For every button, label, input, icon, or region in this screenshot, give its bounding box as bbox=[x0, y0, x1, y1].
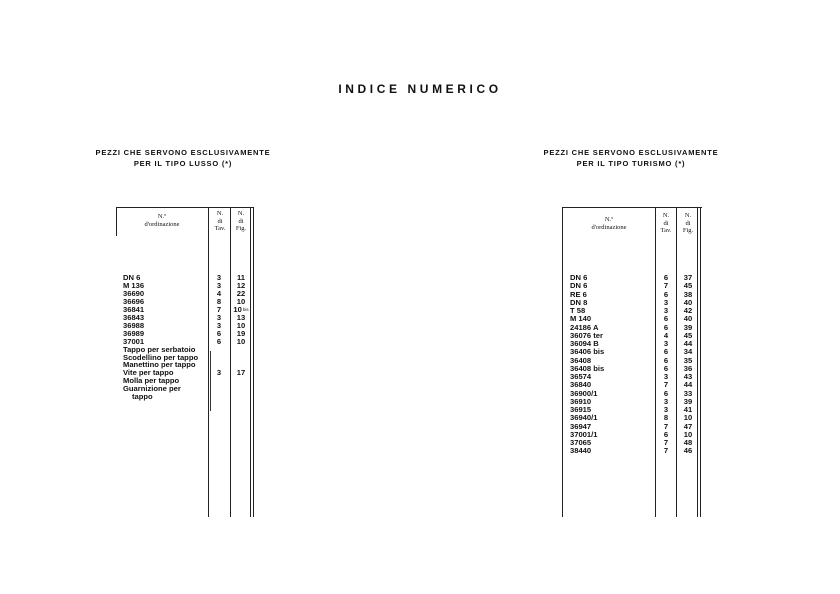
table-row-fig-value: 41 bbox=[683, 405, 693, 414]
table-row-fig-value: 42 bbox=[683, 306, 693, 315]
table-row-code: T 58 bbox=[570, 306, 586, 315]
right-header-tav: N. di Tav. bbox=[660, 212, 672, 234]
table-row-fig-value: 17 bbox=[236, 368, 246, 378]
table-row-code: Molla per tappo bbox=[123, 376, 180, 386]
table-row-fig-value: 38 bbox=[683, 289, 693, 299]
table-row-fig-value: 39 bbox=[683, 322, 693, 332]
table-row-code: DN 6 bbox=[570, 281, 588, 291]
table-row-code: 36900/1 bbox=[570, 388, 598, 398]
table-row-code: Vite per tappo bbox=[123, 368, 174, 378]
table-row-code: 36840 bbox=[570, 380, 592, 390]
table-row-fig-value: 45 bbox=[683, 281, 693, 291]
table-row-tav: 7 bbox=[663, 380, 669, 390]
table-row-tav: 6 bbox=[663, 322, 669, 332]
table-row-code: 38440 bbox=[570, 446, 592, 456]
table-row-tav: 3 bbox=[216, 273, 222, 282]
table-row-code: 36406 bis bbox=[570, 347, 605, 357]
table-row-code: 36408 bis bbox=[570, 363, 605, 373]
table-row-code: 36915 bbox=[570, 405, 592, 414]
table-row-tav: 3 bbox=[216, 320, 222, 330]
table-row-fig bbox=[230, 369, 252, 378]
table-row-code: 36076 ter bbox=[570, 330, 603, 340]
table-row-code: 24186 A bbox=[570, 322, 599, 332]
left-group-bracket bbox=[210, 351, 211, 411]
table-row-tav: 8 bbox=[663, 413, 669, 423]
table-row-tav: 4 bbox=[216, 288, 222, 298]
right-header-fig: N. di Fig. bbox=[682, 212, 694, 234]
table-row-code: RE 6 bbox=[570, 289, 587, 299]
table-row-fig-value: 36 bbox=[683, 363, 693, 373]
table-row-code: 36988 bbox=[123, 320, 145, 330]
table-row-tav: 7 bbox=[663, 281, 669, 291]
table-row-code: M 136 bbox=[123, 280, 145, 290]
table-row-code: 36910 bbox=[570, 396, 592, 406]
table-row-tav: 3 bbox=[216, 280, 222, 290]
table-row-fig-value: 10 bbox=[236, 320, 246, 330]
table-row-fig-value: 35 bbox=[683, 355, 693, 365]
table-row-code: 36574 bbox=[570, 372, 592, 381]
table-row-tav: 3 bbox=[663, 372, 669, 381]
page-title: INDICE NUMERICO bbox=[338, 82, 502, 96]
table-row-fig-value: 46 bbox=[683, 446, 693, 456]
table-row-tav: 3 bbox=[663, 396, 669, 406]
left-table-border-right-2 bbox=[253, 207, 254, 517]
table-row-code: 36094 B bbox=[570, 339, 599, 348]
table-row-code: 36843 bbox=[123, 312, 145, 322]
table-row-code: M 140 bbox=[570, 314, 592, 324]
table-row-fig-suffix: bis bbox=[242, 306, 249, 312]
table-row-tav: 3 bbox=[663, 306, 669, 315]
table-row-code: Manettino per tappo bbox=[123, 360, 196, 370]
right-table-border-left bbox=[562, 207, 563, 517]
table-row-tav: 7 bbox=[663, 438, 669, 447]
table-row-code: 36696 bbox=[123, 296, 145, 306]
table-row-fig-value: 44 bbox=[683, 339, 693, 348]
table-row-code: 37065 bbox=[570, 438, 592, 447]
right-table-border-right-2 bbox=[700, 207, 701, 517]
table-row-fig-value: 39 bbox=[683, 396, 693, 406]
right-table-header-rule bbox=[562, 207, 702, 208]
table-row-tav: 7 bbox=[663, 421, 669, 431]
table-row-code: 37001 bbox=[123, 336, 145, 346]
table-row-fig-value: 45 bbox=[683, 330, 693, 340]
table-row-fig-value: 33 bbox=[683, 388, 693, 398]
left-table-border-right bbox=[250, 207, 251, 517]
right-header-order: N.º d'ordinazione bbox=[591, 216, 627, 231]
left-table-header-rule bbox=[116, 207, 253, 208]
table-row-tav: 6 bbox=[663, 363, 669, 373]
table-row-fig-value: 12 bbox=[236, 280, 246, 290]
table-row-tav: 6 bbox=[663, 355, 669, 365]
table-row-fig-value: 37 bbox=[683, 273, 693, 282]
left-heading-line2: PER IL TIPO LUSSO (*) bbox=[133, 159, 233, 168]
table-row-fig-value: 10 bbox=[683, 429, 693, 439]
table-row-code: 36841 bbox=[123, 304, 145, 314]
table-row-fig-value: 13 bbox=[236, 312, 246, 322]
right-heading-line1: PEZZI CHE SERVONO ESCLUSIVAMENTE bbox=[543, 148, 719, 157]
table-row-fig-value: 10 bbox=[233, 304, 242, 314]
table-row-tav: 3 bbox=[663, 297, 669, 307]
table-row-code: tappo bbox=[132, 392, 153, 402]
left-heading-line1: PEZZI CHE SERVONO ESCLUSIVAMENTE bbox=[95, 148, 271, 157]
table-row-fig-value: 11 bbox=[236, 273, 246, 282]
table-row-code: 36947 bbox=[570, 421, 592, 431]
table-row-tav: 8 bbox=[216, 296, 222, 306]
right-section-heading bbox=[511, 147, 751, 169]
table-row-code: DN 6 bbox=[123, 273, 141, 282]
right-heading-line2: PER IL TIPO TURISMO (*) bbox=[576, 159, 686, 168]
table-row-fig-value: 22 bbox=[236, 288, 246, 298]
left-section-heading bbox=[63, 147, 303, 169]
table-row-code: 36940/1 bbox=[570, 413, 598, 423]
table-row-tav: 3 bbox=[216, 312, 222, 322]
table-row-tav: 6 bbox=[663, 314, 669, 324]
table-row-code: 36690 bbox=[123, 288, 145, 298]
table-row-code: 37001/1 bbox=[570, 429, 598, 439]
table-row-code: DN 8 bbox=[570, 297, 588, 307]
table-row-tav: 7 bbox=[216, 304, 222, 314]
table-row-tav: 6 bbox=[663, 347, 669, 357]
table-row-tav: 3 bbox=[663, 405, 669, 414]
table-row-fig-value: 47 bbox=[683, 421, 693, 431]
table-row-tav: 3 bbox=[663, 339, 669, 348]
table-row-tav: 6 bbox=[663, 388, 669, 398]
table-row-tav: 6 bbox=[663, 273, 669, 282]
table-row-fig-value: 34 bbox=[683, 347, 693, 357]
table-row-fig bbox=[677, 447, 699, 456]
table-row-tav: 4 bbox=[663, 330, 669, 340]
table-row-fig-value: 43 bbox=[683, 372, 693, 381]
table-row-tav: 6 bbox=[663, 289, 669, 299]
table-row-code: Scodellino per tappo bbox=[123, 352, 199, 362]
left-table-divider-1 bbox=[208, 207, 209, 517]
table-row-fig-value: 40 bbox=[683, 297, 693, 307]
table-row-tav: 7 bbox=[663, 446, 669, 456]
table-row-tav: 3 bbox=[216, 368, 222, 378]
table-row-code: Tappo per serbatoio bbox=[123, 344, 196, 354]
table-row-fig-value: 10 bbox=[683, 413, 693, 423]
table-row-tav: 6 bbox=[216, 336, 222, 346]
table-row-tav: 6 bbox=[216, 328, 222, 338]
table-row-fig-value: 40 bbox=[683, 314, 693, 324]
table-row-code: Guarnizione per bbox=[123, 384, 181, 394]
table-row-fig-value: 10 bbox=[236, 336, 246, 346]
table-row-code: 36408 bbox=[570, 355, 592, 365]
left-header-fig: N. di Fig. bbox=[235, 210, 247, 232]
left-header-tav: N. di Tav. bbox=[214, 210, 226, 232]
table-row-fig-value: 48 bbox=[683, 438, 693, 447]
left-header-order: N.º d'ordinazione bbox=[144, 213, 180, 228]
table-row-fig-value: 44 bbox=[683, 380, 693, 390]
left-table-border-left bbox=[116, 207, 117, 236]
table-row-fig-value: 19 bbox=[236, 328, 246, 338]
table-row-code: 36989 bbox=[123, 328, 145, 338]
table-row-tav: 6 bbox=[663, 429, 669, 439]
table-row-fig bbox=[230, 338, 252, 347]
left-table-divider-2 bbox=[230, 207, 231, 517]
table-row-code: DN 6 bbox=[570, 273, 588, 282]
table-row-fig-value: 10 bbox=[236, 296, 246, 306]
